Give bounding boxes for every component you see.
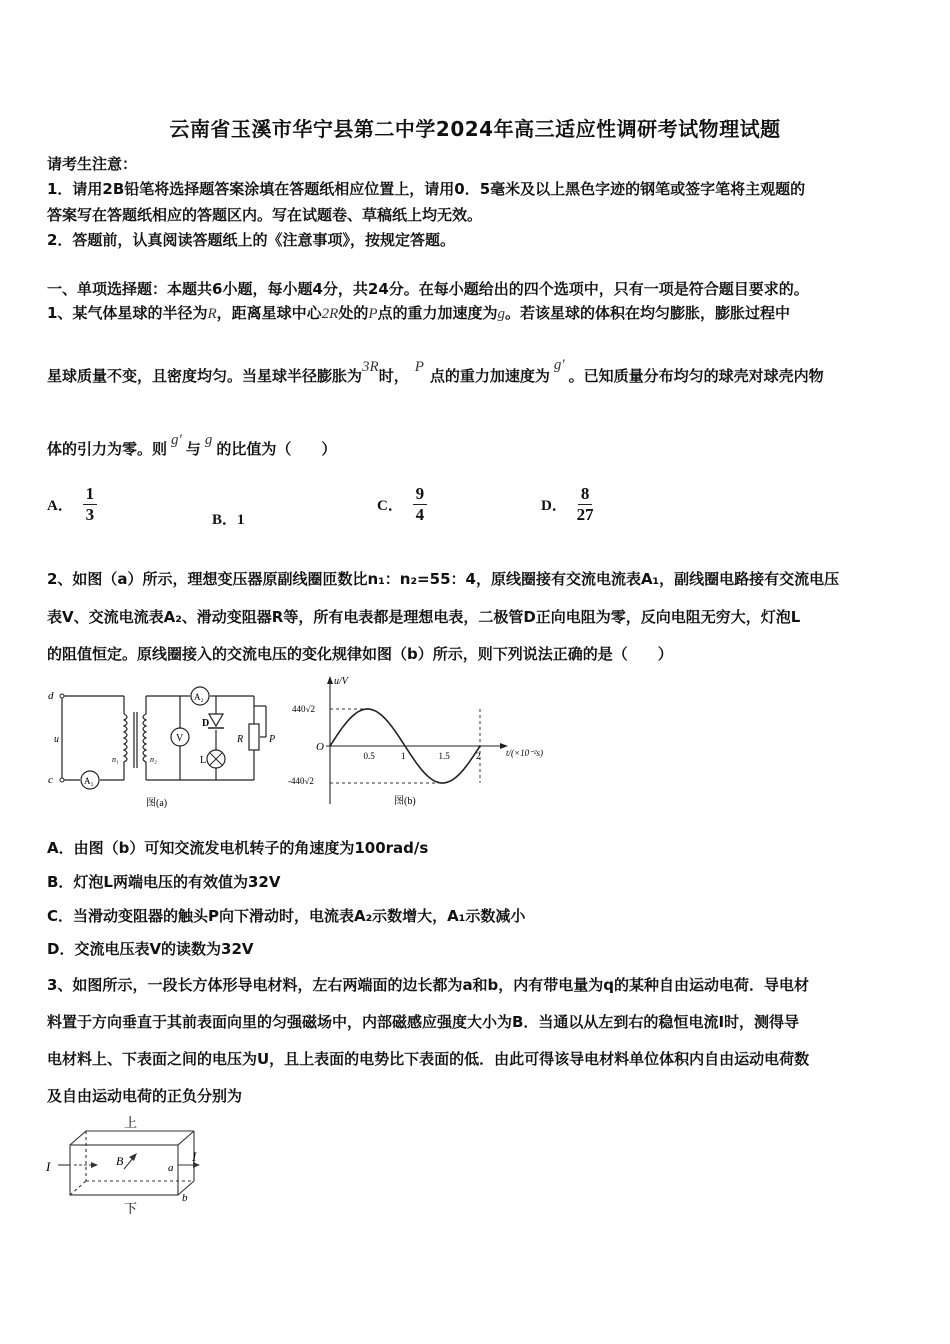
label-R: R [237,734,244,745]
q2-option-d[interactable]: D．交流电压表V的读数为32V [47,940,254,958]
q3-line-2: 料置于方向垂直于其前表面向里的匀强磁场中，内部磁感应强度大小为B．当通以从左到右的稳恒电流I时，测得导 [47,1013,800,1031]
x-tick-label: 2 [476,751,481,761]
label-A1: A₁ [84,776,94,786]
q1-d-denominator: 27 [576,505,594,524]
section-1-heading: 一、单项选择题：本题共6小题，每小题4分，共24分。在每小题给出的四个选项中，只有一项是符合题目要求的。 [47,280,809,298]
label-V: V [176,733,184,744]
q1-c-denominator: 4 [415,505,425,524]
caption-a: 图(a) [146,798,168,809]
data-point [404,745,406,747]
q1-a-numerator: 1 [83,484,98,505]
q2-line-3: 的阻值恒定。原线圈接入的交流电压的变化规律如图（b）所示，则下列说法正确的是（ ） [47,645,673,663]
q1-line-2: 星球质量不变，且密度均匀。当星球半径膨胀为3R时， P 点的重力加速度为g′。已知质量分布均匀的球壳对球壳内物 [47,357,824,385]
x-axis-label: t/(×10⁻²s) [506,748,544,758]
label-n2: n₂ [150,755,157,764]
notice-line-1a: 1．请用2B铅笔将选择题答案涂填在答题纸相应位置上，请用0．5毫米及以上黑色字迹的钢笔或签字笔将主观题的 [47,180,806,198]
waveform-chart [286,674,556,810]
data-point [367,708,369,710]
y-min-label: -440√2 [288,776,314,786]
q3-line-1: 3、如图所示，一段长方体形导电材料，左右两端面的边长都为a和b，内有带电量为q的某种自由运动电荷．导电材 [47,976,810,994]
q1-c-numerator: 9 [413,484,428,505]
label-n1: n₁ [112,755,119,764]
label-A2: A₂ [194,692,204,702]
label-current-out: I [192,1149,197,1164]
label-top: 上 [124,1115,138,1130]
q3-line-4: 及自由运动电荷的正负分别为 [47,1087,243,1105]
q1-option-d[interactable]: D． $\frac{8}{27}$ [541,484,594,524]
notice-line-2: 2．答题前，认真阅读答题纸上的《注意事项》，按规定答题。 [47,231,455,249]
q2-line-1: 2、如图（a）所示，理想变压器原副线圈匝数比n₁：n₂=55：4，原线圈接有交流电流表A₁，副线圈电路接有交流电压 [47,570,840,588]
q2-option-b[interactable]: B．灯泡L两端电压的有效值为32V [47,873,281,891]
notice-line-1b: 答案写在答题纸相应的答题区内。写在试题卷、草稿纸上均无效。 [47,206,483,224]
label-a: a [168,1162,174,1174]
q1-option-c[interactable]: C． $\frac{9}{4}$ [377,484,427,525]
notice-heading: 请考生注意： [47,155,138,173]
x-tick-label: 1 [401,751,406,761]
q1-a-denominator: 3 [85,505,95,524]
q3-line-3: 电材料上、下表面之间的电压为U，且上表面的电势比下表面的低．由此可得该导电材料单位体积内自由运动电荷数 [47,1050,810,1068]
conductor-block-diagram [40,1113,220,1221]
q1-option-a[interactable]: A． $\frac{1}{3}$ [47,484,97,525]
y-axis-label: u/V [334,676,348,687]
data-point [479,745,481,747]
data-point [442,782,444,784]
label-d: d [48,690,54,702]
x-tick-label: 1.5 [438,751,450,761]
label-c: c [48,774,53,786]
y-max-label: 440√2 [292,704,315,714]
label-P: P [269,734,276,745]
label-b: b [182,1192,188,1204]
label-L: L [200,755,207,766]
data-point [329,745,331,747]
label-bottom: 下 [124,1201,138,1216]
page-title: 云南省玉溪市华宁县第二中学2024年高三适应性调研考试物理试题 [169,117,781,141]
origin-label: O [316,741,324,753]
label-B: B [116,1154,124,1168]
q1-option-b[interactable]: B．1 [212,512,245,528]
q2-line-2: 表V、交流电流表A₂、滑动变阻器R等，所有电表都是理想电表，二极管D正向电阻为零，反向电阻无穷大，灯泡L [47,608,801,626]
label-current-in: I [46,1159,51,1174]
q2-option-a[interactable]: A．由图（b）可知交流发电机转子的角速度为100rad/s [47,839,429,857]
q1-line-3: 体的引力为零。则 g′ 与 g 的比值为（ ） [47,432,337,458]
circuit-diagram [44,684,284,810]
q1-d-numerator: 8 [578,484,593,505]
label-D: D [202,718,210,729]
x-tick-label: 0.5 [363,751,375,761]
q1-line-1: 1、某气体星球的半径为R，距离星球中心2R处的P点的重力加速度为g。若该星球的体积在均匀膨胀，膨胀过程中 [47,304,791,322]
caption-b: 图(b) [394,796,416,807]
q2-option-c[interactable]: C．当滑动变阻器的触头P向下滑动时，电流表A₂示数增大，A₁示数减小 [47,907,526,925]
label-u: u [54,734,59,745]
